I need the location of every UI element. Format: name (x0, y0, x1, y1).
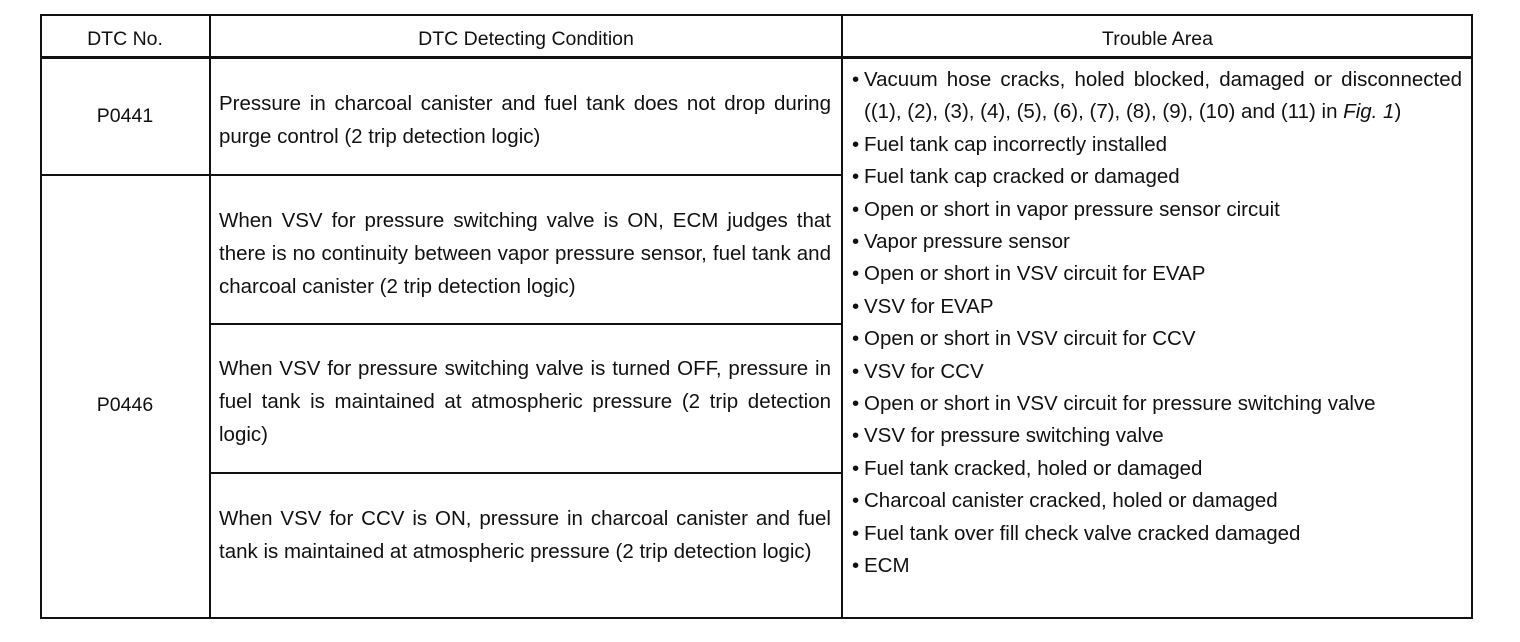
trouble-area-item (852, 453, 1462, 485)
condition-text: When VSV for pressure switching valve is turned OFF, pressure in fuel tank is maintained at atmospheric pressure (2 trip detection logic) (219, 357, 831, 446)
bullet: • (852, 262, 860, 286)
bullet: • (852, 424, 860, 448)
trouble-area-item (852, 194, 1462, 226)
trouble-area-item-text: Fuel tank cracked, holed or damaged (864, 456, 1203, 480)
bullet: • (852, 359, 860, 383)
column-divider-condition (841, 14, 843, 619)
bullet: • (852, 294, 860, 318)
bullet: • (852, 489, 860, 513)
bullet: • (852, 165, 860, 189)
trouble-area-item-text: Open or short in vapor pressure sensor circuit (864, 197, 1280, 221)
bullet: • (852, 132, 860, 156)
bullet: • (852, 327, 860, 351)
trouble-area-item-text: VSV for pressure switching valve (864, 424, 1164, 448)
trouble-area-item-text: Open or short in VSV circuit for pressure switching valve (864, 392, 1376, 416)
trouble-area-item-text: Charcoal canister cracked, holed or damaged (864, 489, 1278, 513)
trouble-area-item (852, 550, 1462, 582)
row-divider-condition-2 (210, 323, 842, 325)
trouble-area-item (852, 129, 1462, 161)
trouble-area-item (852, 420, 1462, 452)
trouble-area-item (852, 161, 1462, 193)
bullet: • (852, 197, 860, 221)
trouble-area-item-text: ECM (864, 554, 910, 578)
trouble-area-item-text: Fuel tank cap incorrectly installed (864, 132, 1168, 156)
bullet: • (852, 68, 860, 91)
condition-text: When VSV for pressure switching valve is ON, ECM judges that there is no continuity between vapor pressure sensor, fuel tank and charcoal canister (2 trip detection logic) (219, 209, 831, 298)
figure-reference: Fig. 1 (1343, 100, 1395, 124)
trouble-area-item-text: Vacuum hose cracks, holed blocked, damaged or disconnected ((1), (2), (3), (4), (5), (6), (7), (8), (9), (10) and (11) in (864, 68, 1462, 124)
trouble-area-item-text: Vapor pressure sensor (864, 230, 1070, 254)
condition-text: Pressure in charcoal canister and fuel tank does not drop during purge control (2 trip detection logic) (219, 92, 831, 148)
trouble-area-item-text: Fuel tank over fill check valve cracked damaged (864, 521, 1301, 545)
bullet: • (852, 230, 860, 254)
trouble-area-item-text: Open or short in VSV circuit for CCV (864, 327, 1196, 351)
trouble-area-item (852, 258, 1462, 290)
trouble-area-list (852, 64, 1462, 583)
header-trouble-area: Trouble Area (1102, 28, 1213, 50)
bullet: • (852, 521, 860, 545)
trouble-area-item (852, 356, 1462, 388)
trouble-area-item (852, 485, 1462, 517)
dtc-code-p0446: P0446 (96, 394, 154, 416)
trouble-area-item-close: ) (1394, 100, 1402, 124)
trouble-area-item-text: VSV for EVAP (864, 294, 994, 318)
bullet: • (852, 554, 860, 578)
trouble-area-item (852, 64, 1462, 129)
row-divider-condition-3 (210, 472, 842, 474)
header-detecting-condition: DTC Detecting Condition (418, 28, 634, 50)
trouble-area-item-text: VSV for CCV (864, 359, 984, 383)
trouble-area-item-text: Open or short in VSV circuit for EVAP (864, 262, 1206, 286)
trouble-area-item (852, 388, 1462, 420)
trouble-area-item-text: Fuel tank cap cracked or damaged (864, 165, 1180, 189)
trouble-area-item (852, 226, 1462, 258)
header-dtc-no: DTC No. (87, 28, 163, 50)
dtc-code-p0441: P0441 (96, 105, 154, 127)
trouble-area-item (852, 518, 1462, 550)
trouble-area-item (852, 291, 1462, 323)
condition-text: When VSV for CCV is ON, pressure in charcoal canister and fuel tank is maintained at atmospheric pressure (2 trip detection logic) (219, 507, 831, 563)
trouble-area-item (852, 323, 1462, 355)
row-divider-p0441 (40, 174, 842, 176)
bullet: • (852, 392, 860, 416)
bullet: • (852, 456, 860, 480)
